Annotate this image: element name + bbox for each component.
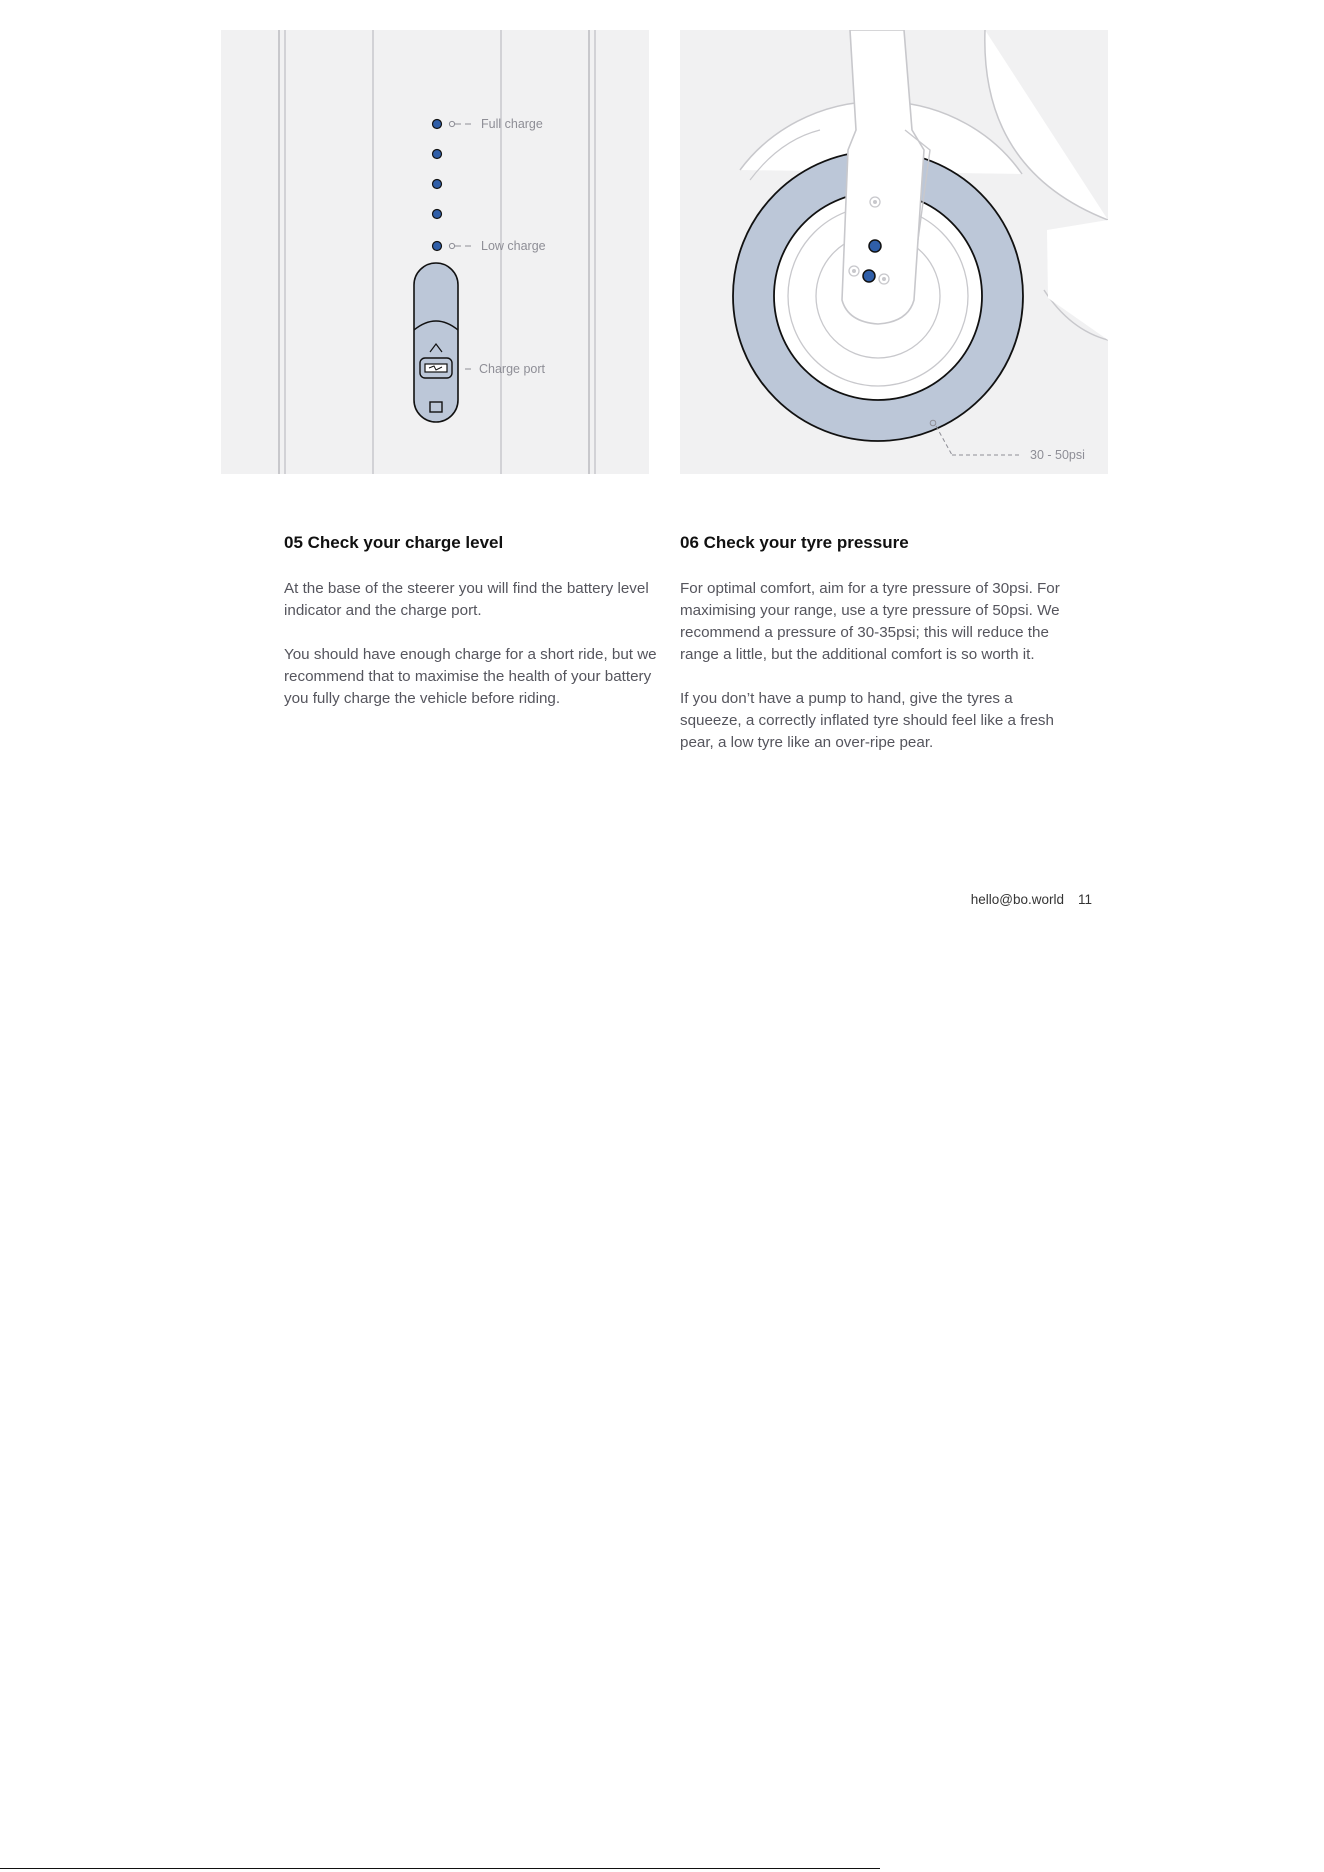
- tyre-pressure-paragraph-2: If you don’t have a pump to hand, give the tyres a squeeze, a correctly inflated tyre should feel like a fresh pear, a low tyre like an over-ripe pear.: [680, 690, 1054, 751]
- led-1: [433, 120, 442, 129]
- steerer-diagram: [221, 30, 649, 474]
- footer-email[interactable]: hello@bo.world: [970, 892, 1064, 907]
- tyre-pressure-heading: 06 Check your tyre pressure: [680, 533, 909, 552]
- full-charge-callout: [449, 117, 542, 131]
- charge-port-icon: [414, 263, 458, 422]
- low-charge-label: Low charge: [481, 239, 546, 253]
- wheel-diagram: [680, 30, 1108, 474]
- tyre-pressure-label: 30 - 50psi: [1030, 448, 1085, 462]
- page-number: 11: [1077, 892, 1092, 907]
- led-3: [433, 180, 442, 189]
- charge-level-paragraph-1: At the base of the steerer you will find the battery level indicator and the charge port.: [284, 580, 649, 619]
- led-5: [433, 242, 442, 251]
- led-2: [433, 150, 442, 159]
- axle-bolt-top: [869, 240, 881, 252]
- tyre-pressure-section: [680, 532, 1064, 776]
- full-charge-label: Full charge: [481, 117, 543, 131]
- bottom-rule: [0, 1868, 880, 1869]
- charge-level-heading: 05 Check your charge level: [284, 533, 504, 552]
- low-charge-callout: [449, 239, 545, 253]
- battery-indicator-leds: [433, 120, 442, 251]
- charge-level-illustration: [221, 30, 649, 474]
- tyre-pressure-callout: [930, 420, 1085, 462]
- led-4: [433, 210, 442, 219]
- charge-port-label: Charge port: [479, 362, 546, 376]
- charge-port-callout: [465, 362, 546, 376]
- charge-level-paragraph-2: You should have enough charge for a short ride, but we recommend that to maximise the health of your battery you fully charge the vehicle before riding.: [284, 646, 657, 707]
- charge-level-section: [284, 532, 664, 732]
- axle-bolt-center: [863, 270, 875, 282]
- tyre-pressure-illustration: [680, 30, 1108, 474]
- page-footer: [971, 892, 1092, 907]
- tyre-pressure-paragraph-1: For optimal comfort, aim for a tyre pressure of 30psi. For maximising your range, use a tyre pressure of 50psi. We recommend a pressure of 30-35psi; this will reduce the range a little, but the additional comfort is so worth it.: [680, 580, 1060, 663]
